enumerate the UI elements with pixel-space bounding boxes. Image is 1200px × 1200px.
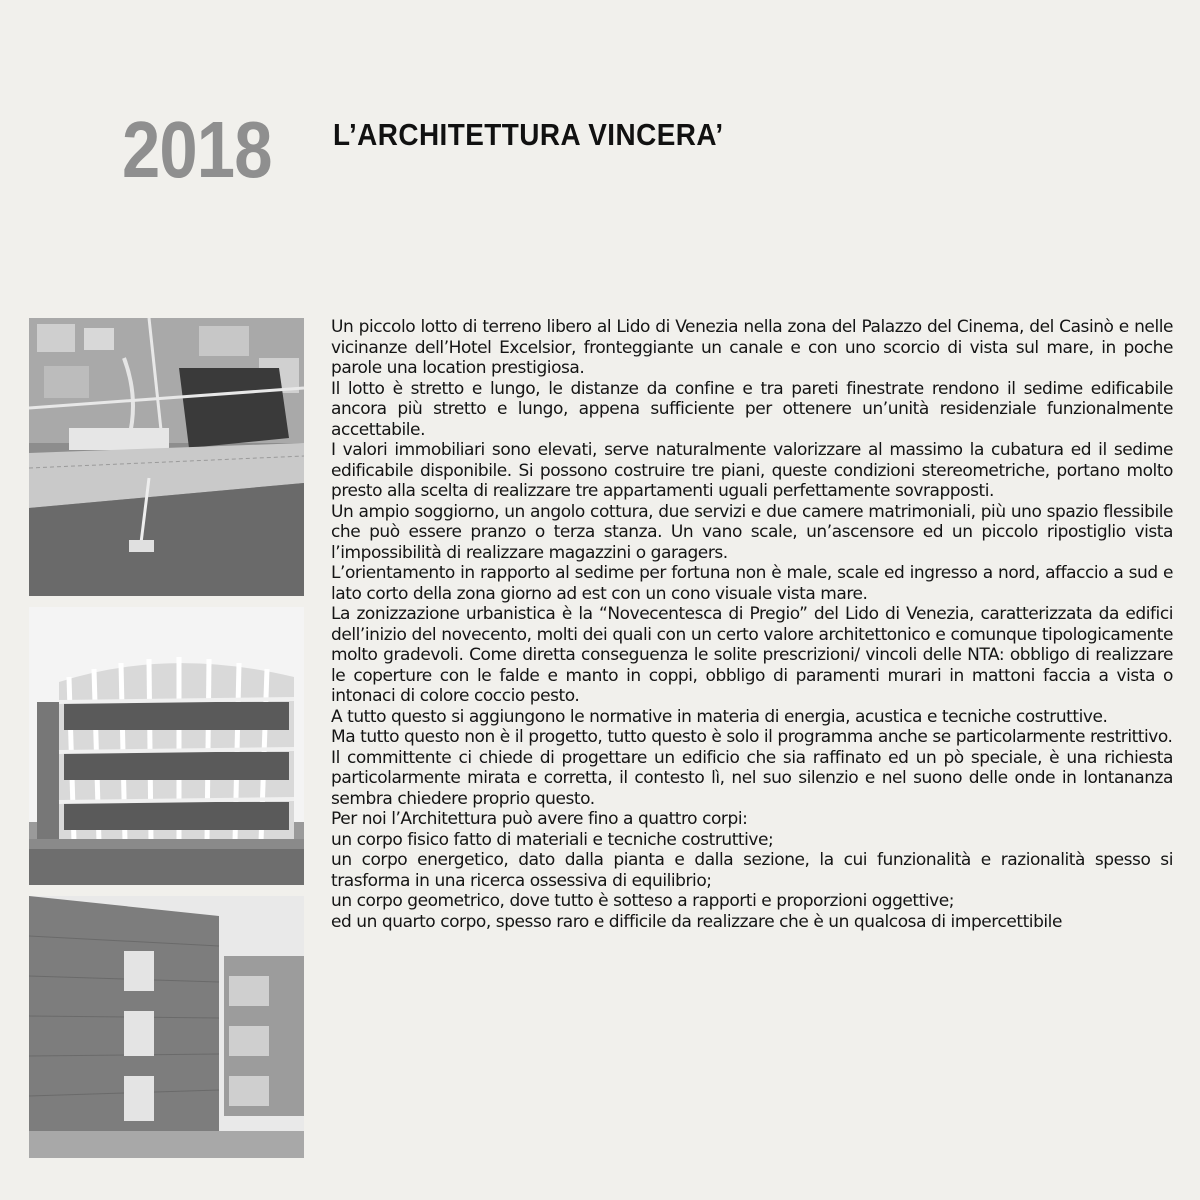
page-title: L’ARCHITETTURA VINCERA’	[333, 117, 724, 152]
paragraph: Il lotto è stretto e lungo, le distanze da confine e tra pareti finestrate rendono il sedime edificabile ancora più stretto e lungo, appena sufficiente per ottenere un’unità residenziale funzionalmente accettabile.	[331, 378, 1173, 440]
paragraph: Per noi l’Architettura può avere fino a quattro corpi:	[331, 809, 748, 829]
aerial-photo	[29, 318, 304, 596]
year-heading: 2018	[122, 105, 272, 194]
paragraph: Un ampio soggiorno, un angolo cottura, due servizi e due camere matrimoniali, più uno spazio flessibile che può essere pranzo o terza stanza. Un vano scale, un’ascensore ed un piccolo ripostiglio vista l’impossibilità di realizzare magazzini o garagers.	[331, 501, 1173, 563]
paragraph: A tutto questo si aggiungono le normative in materia di energia, acustica e tecniche costruttive.	[331, 706, 1108, 727]
paragraph: ed un quarto corpo, spesso raro e difficile da realizzare che è un qualcosa di impercettibile	[331, 911, 1062, 932]
paragraph: Un piccolo lotto di terreno libero al Lido di Venezia nella zona del Palazzo del Cinema, del Casinò e nelle vicinanze dell’Hotel Excelsior, fronteggiante un canale e con uno scorcio di vista sul mare, in poche parole una location prestigiosa.	[331, 317, 1173, 378]
building-render-photo	[29, 607, 304, 885]
paragraph: La zonizzazione urbanistica è la “Novecentesca di Pregio” del Lido di Venezia, caratterizzata da edifici dell’inizio del novecento, molti dei quali con un certo valore architettonico e comunque tipologicamente molto gradevoli. Come diretta conseguenza le solite prescrizioni/ vincoli delle NTA: obbligo di realizzare le coperture con le falde e manto in coppi, obbligo di paramenti murari in mattoni faccia a vista o intonaci di colore coccio pesto.	[331, 604, 1173, 706]
paragraph: un corpo geometrico, dove tutto è sotteso a rapporti e proporzioni oggettive;	[331, 891, 955, 911]
paragraph: un corpo fisico fatto di materiali e tecniche costruttive;	[331, 829, 774, 850]
paragraph: Ma tutto questo non è il progetto, tutto questo è solo il programma anche se particolarmente restrittivo.	[331, 727, 1173, 747]
paragraph: L’orientamento in rapporto al sedime per fortuna non è male, scale ed ingresso a nord, affaccio a sud e lato corto della zona giorno ad est con un cono visuale vista mare.	[331, 563, 1173, 604]
paragraph: Il committente ci chiede di progettare un edificio che sia raffinato ed un pò speciale, è una richiesta particolarmente mirata e corretta, il contesto lì, nel suo silenzio e nel suono delle onde in lontananza sembra chiedere proprio questo.	[331, 747, 1173, 809]
paragraph: I valori immobiliari sono elevati, serve naturalmente valorizzare al massimo la cubatura ed il sedime edificabile disponibile. Si possono costruire tre piani, queste condizioni stereometriche, portano molto presto alla scelta di realizzare tre appartamenti uguali perfettamente sovrapposti.	[331, 440, 1173, 501]
body-text	[331, 317, 1173, 932]
paragraph: un corpo energetico, dato dalla pianta e dalla sezione, la cui funzionalità e razionalità spesso si trasforma in una ricerca ossessiva di equilibrio;	[331, 850, 1173, 891]
building-side-photo	[29, 896, 304, 1158]
